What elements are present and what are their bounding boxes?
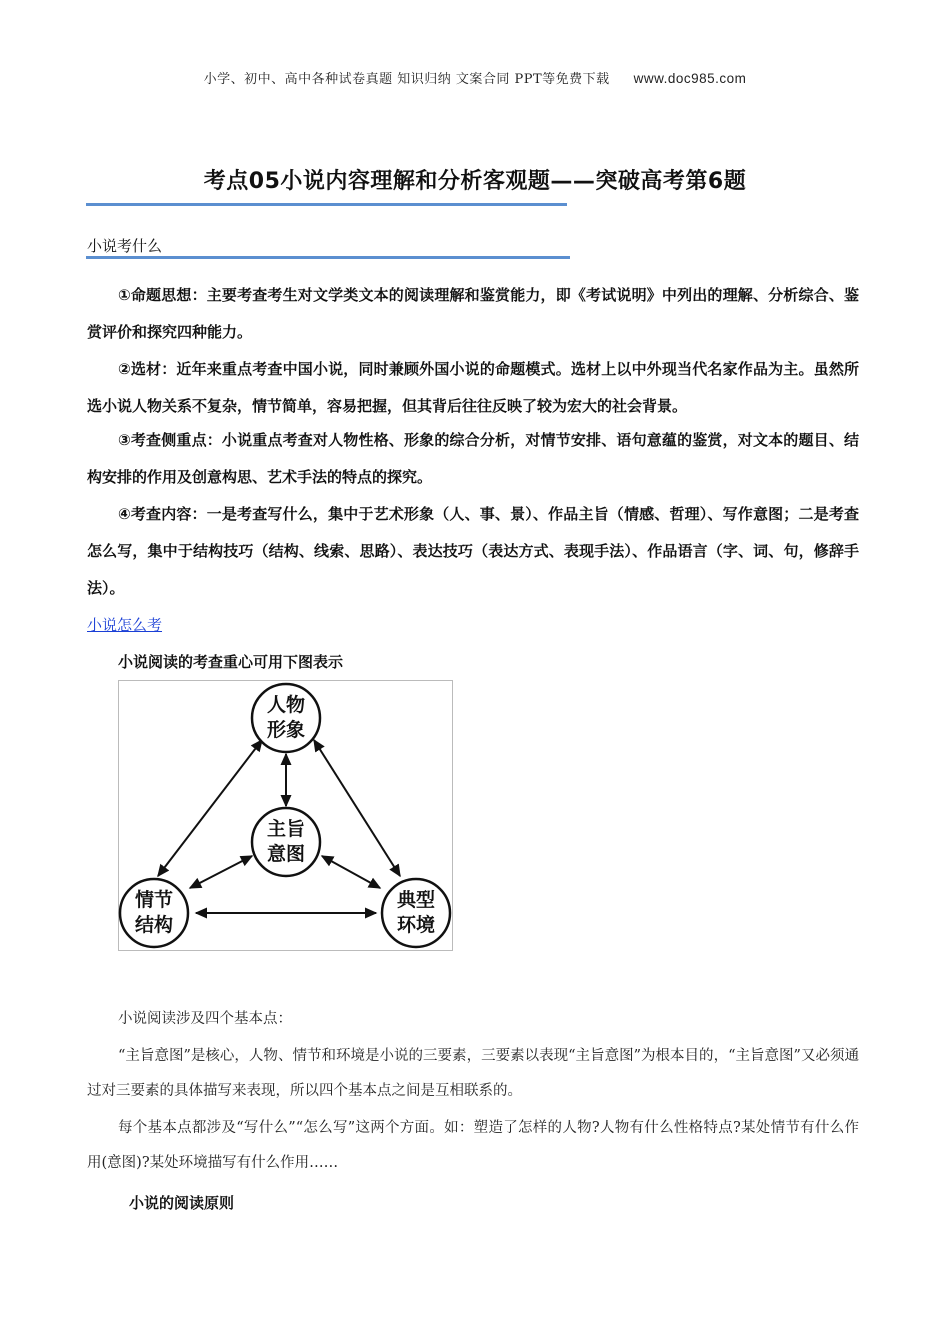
body-paragraph-1: 小说阅读涉及四个基本点：: [118, 1011, 292, 1027]
node-character-line2: 形象: [266, 719, 306, 741]
node-plot-line2: 结构: [134, 914, 174, 936]
arrow-top-left: [158, 740, 262, 876]
node-setting-line1: 典型: [396, 889, 436, 911]
body-paragraph-2: “主旨意图”是核心，人物、情节和环境是小说的三要素，三要素以表现“主旨意图”为根本目的，“主旨意图”又必须通过对三要素的具体描写来表现，所以四个基本点之间是互相联系的。: [87, 1048, 859, 1099]
node-plot: [120, 879, 188, 947]
page-header: [0, 68, 950, 87]
subheading-reading-principles: 小说的阅读原则: [129, 1194, 235, 1212]
paragraph-2: ②选材：近年来重点考查中国小说，同时兼顾外国小说的命题模式。选材上以中外现当代名家作品为主。虽然所选小说人物关系不复杂，情节简单，容易把握，但其背后往往反映了较为宏大的社会背景。: [87, 360, 859, 415]
node-setting-line2: 环境: [396, 914, 436, 936]
arrow-top-right: [314, 740, 400, 876]
paragraph-4: ④考查内容：一是考查写什么，集中于艺术形象（人、事、景）、作品主旨（情感、哲理）、写作意图；二是考查怎么写，集中于结构技巧（结构、线索、思路）、表达技巧（表达方式、表现手法）、作品语言（字、词、句，修辞手法）。: [87, 505, 859, 597]
body-paragraph-3: 每个基本点都涉及“写什么”“怎么写”这两个方面。如：塑造了怎样的人物?人物有什么性格特点?某处情节有什么作用(意图)?某处环境描写有什么作用……: [87, 1120, 859, 1171]
node-plot-line1: 情节: [134, 889, 174, 911]
header-text: 小学、初中、高中各种试卷真题 知识归纳 文案合同 PPT等免费下载: [203, 72, 610, 87]
arrow-center-right: [322, 856, 380, 888]
diagram-intro: 小说阅读的考查重心可用下图表示: [118, 653, 344, 671]
novel-elements-diagram: [118, 680, 454, 952]
header-site-link[interactable]: www.doc985.com: [633, 71, 747, 86]
section-heading-what: 小说考什么: [87, 237, 163, 255]
page-title: 考点05小说内容理解和分析客观题——突破高考第6题: [203, 169, 747, 194]
node-character-line1: 人物: [266, 694, 306, 716]
node-theme-line2: 意图: [266, 843, 306, 865]
section-heading-how-link[interactable]: 小说怎么考: [87, 616, 163, 634]
title-underline: [86, 203, 567, 206]
node-theme-line1: 主旨: [266, 818, 306, 840]
node-setting: [382, 879, 450, 947]
section-underline: [86, 256, 570, 259]
node-character: [252, 684, 320, 752]
node-theme: [252, 808, 320, 876]
arrow-center-left: [190, 856, 252, 888]
paragraph-3: ③考查侧重点：小说重点考查对人物性格、形象的综合分析，对情节安排、语句意蕴的鉴赏，对文本的题目、结构安排的作用及创意构思、艺术手法的特点的探究。: [87, 431, 859, 486]
paragraph-1: ①命题思想：主要考查考生对文学类文本的阅读理解和鉴赏能力，即《考试说明》中列出的理解、分析综合、鉴赏评价和探究四种能力。: [87, 286, 859, 341]
